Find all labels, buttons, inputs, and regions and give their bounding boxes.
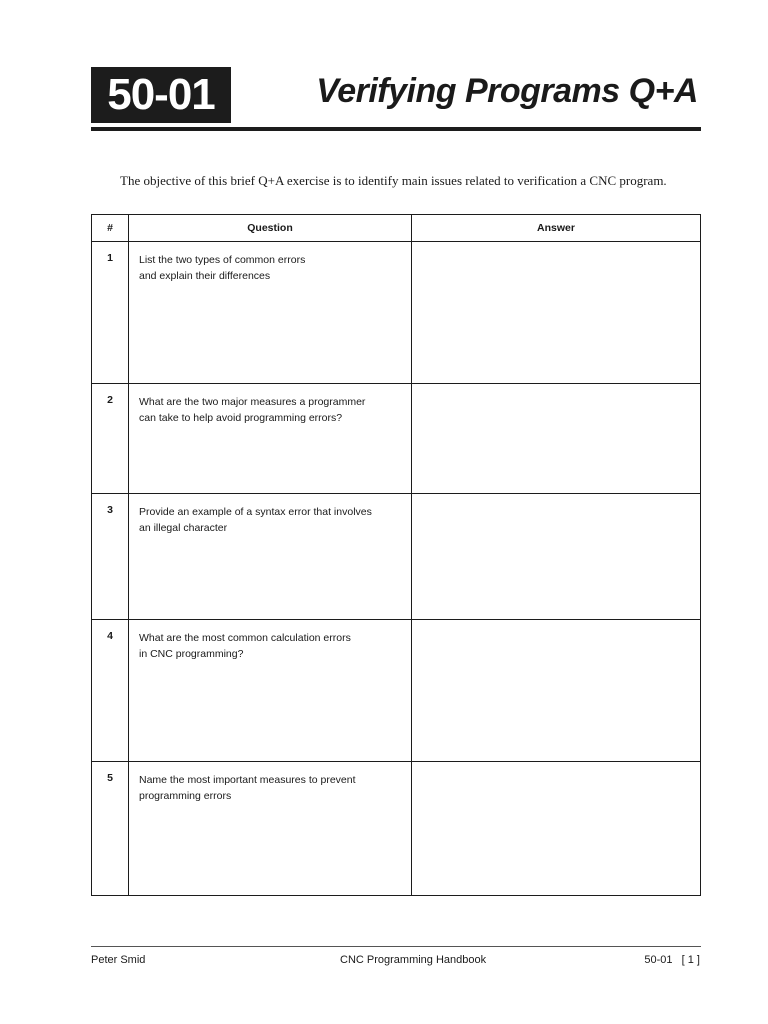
- table-row: [92, 384, 701, 494]
- footer-author: Peter Smid: [91, 954, 146, 966]
- question-cell: [129, 620, 412, 762]
- footer-book-title: CNC Programming Handbook: [340, 954, 487, 966]
- answer-cell[interactable]: [412, 620, 701, 762]
- question-cell: [129, 762, 412, 896]
- question-text: List the two types of common errors and explain their differences: [139, 254, 306, 282]
- header-question: Question: [129, 215, 412, 242]
- answer-cell[interactable]: [412, 494, 701, 620]
- row-number: 5: [92, 762, 129, 896]
- row-number: 1: [92, 242, 129, 384]
- title-divider: [91, 127, 701, 131]
- intro-text: The objective of this brief Q+A exercise is to identify main issues related to verification a CNC program.: [120, 173, 667, 188]
- table-header-row: [92, 215, 701, 242]
- table-row: [92, 620, 701, 762]
- footer-page-number: 50-01 [ 1 ]: [644, 954, 700, 966]
- table-row: [92, 762, 701, 896]
- question-text: What are the two major measures a programmer can take to help avoid programming errors?: [139, 396, 366, 424]
- page-title: Verifying Programs Q+A: [316, 72, 698, 110]
- question-text: Name the most important measures to prevent programming errors: [139, 774, 356, 802]
- question-cell: [129, 494, 412, 620]
- section-number-badge: [91, 67, 231, 123]
- section-number: 50-01: [107, 70, 215, 119]
- question-cell: [129, 242, 412, 384]
- answer-cell[interactable]: [412, 242, 701, 384]
- footer-divider: [91, 946, 701, 947]
- row-number: 4: [92, 620, 129, 762]
- table-row: [92, 494, 701, 620]
- header-answer: Answer: [412, 215, 701, 242]
- row-number: 3: [92, 494, 129, 620]
- question-cell: [129, 384, 412, 494]
- answer-cell[interactable]: [412, 384, 701, 494]
- header-number: #: [92, 215, 129, 242]
- qa-table: [91, 214, 701, 896]
- table-row: [92, 242, 701, 384]
- question-text: Provide an example of a syntax error that involves an illegal character: [139, 506, 372, 534]
- answer-cell[interactable]: [412, 762, 701, 896]
- question-text: What are the most common calculation errors in CNC programming?: [139, 632, 351, 660]
- row-number: 2: [92, 384, 129, 494]
